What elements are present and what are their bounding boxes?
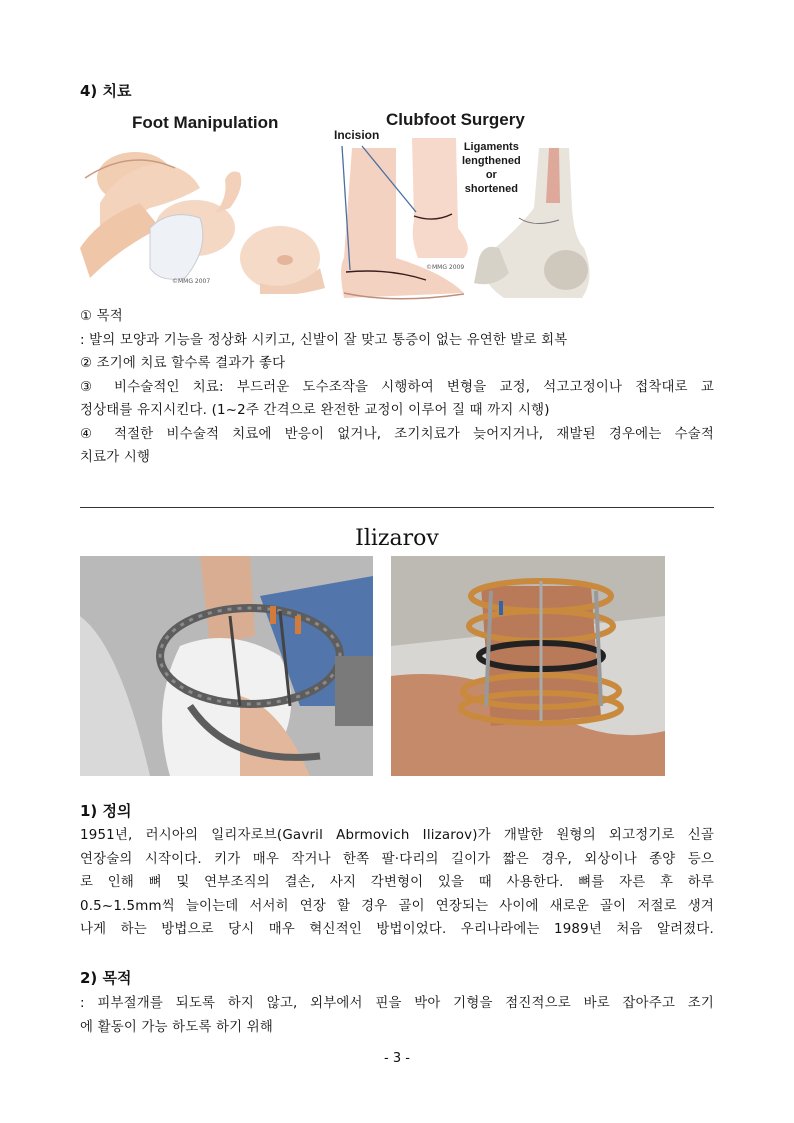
ilizarov-title: Ilizarov	[355, 526, 439, 551]
treatment-item-4-line-1: ④ 적절한 비수술적 치료에 반응이 없거나, 조기치료가 늦어지거나, 재발된 경우에는 수술적	[80, 426, 714, 442]
definition-line-1: 1951년, 러시아의 일리자로브(Gavril Abrmovich Ilizarov)가 개발한 원형의 외고정기로 신골	[80, 828, 714, 843]
ilizarov-photo-right	[391, 556, 665, 776]
foot-manipulation-label: Foot Manipulation	[132, 113, 279, 132]
ligaments-line-1: Ligaments	[463, 141, 519, 153]
treatment-heading: 4) 치료	[80, 82, 132, 100]
ilizarov-purpose-line-1: : 피부절개를 되도록 하지 않고, 외부에서 핀을 박아 기형을 점진적으로 바로 잡아주고 조기	[80, 996, 714, 1011]
definition-line-5: 나게 하는 방법으로 당시 매우 혁신적인 방법이었다. 우리나라에는 1989년 처음 알려졌다.	[80, 922, 714, 937]
clubfoot-surgery-figure	[334, 108, 600, 308]
page-number: - 3 -	[384, 1051, 410, 1066]
treatment-item-3-line-1: ③ 비수술적인 치료: 부드러운 도수조작을 시행하여 변형을 교정, 석고고정이나 접착대로 교	[80, 379, 714, 395]
ilizarov-photo-right-illustration	[391, 556, 665, 776]
ilizarov-purpose-line-2: 에 활동이 가능 하도록 하기 위해	[80, 1019, 274, 1035]
treatment-item-2: ② 조기에 치료 할수록 결과가 좋다	[80, 356, 286, 371]
purpose-text: : 발의 모양과 기능을 정상화 시키고, 신발이 잘 맞고 통증이 없는 유연한 발로 회복	[80, 332, 568, 348]
definition-line-3: 로 인해 뼈 및 연부조직의 결손, 사지 각변형이 있을 때 사용한다. 뼈를 자른 후 하루	[80, 875, 714, 890]
clubfoot-surgery-label: Clubfoot Surgery	[386, 110, 525, 129]
copyright-left: ©MMG 2007	[172, 278, 211, 285]
ligaments-label	[462, 140, 521, 196]
definition-line-2: 연장술의 시작이다. 키가 매우 작거나 한쪽 팔·다리의 길이가 짧은 경우, 외상이나 종양 등으	[80, 851, 714, 867]
ligaments-line-2: lengthened	[462, 155, 521, 167]
purpose-label: ① 목적	[80, 309, 123, 324]
definition-line-4: 0.5~1.5mm씩 늘이는데 서서히 연장 할 경우 골이 연장되는 사이에 새로운 골이 저절로 생겨	[80, 898, 714, 914]
definition-text	[80, 824, 714, 942]
copyright-right: ©MMG 2009	[426, 264, 465, 271]
ilizarov-purpose-text	[80, 992, 714, 1039]
treatment-item-3-line-2: 정상태를 유지시킨다. (1~2주 간격으로 완전한 교정이 이루어 질 때 까지 시행)	[80, 403, 550, 418]
ligaments-line-3: or	[485, 169, 497, 181]
ligaments-line-4: shortened	[464, 183, 518, 195]
ilizarov-photo-left	[80, 556, 373, 776]
foot-manipulation-figure	[80, 108, 330, 294]
definition-heading: 1) 정의	[80, 802, 132, 820]
foot-manipulation-illustration	[80, 108, 330, 294]
ilizarov-photo-left-illustration	[80, 556, 373, 776]
treatment-item-4-line-2: 치료가 시행	[80, 450, 151, 465]
section-divider	[80, 507, 714, 508]
purpose-heading: 2) 목적	[80, 969, 132, 987]
incision-label: Incision	[334, 128, 380, 142]
treatment-text	[80, 305, 714, 470]
